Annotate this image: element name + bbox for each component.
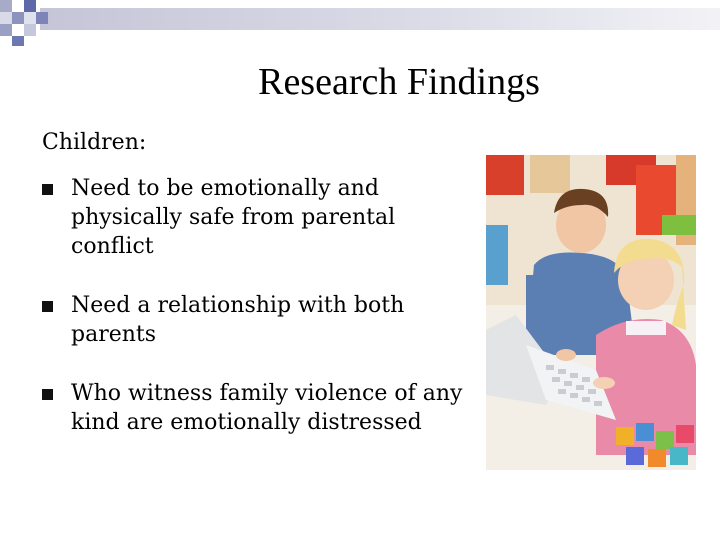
bullet-list [42,174,472,467]
list-item [42,379,472,437]
list-item [42,174,472,261]
bullet-text: Who witness family violence of any kind are emotionally distressed [71,381,463,435]
section-subheading: Children: [42,130,147,155]
slide-title: Research Findings [258,61,540,103]
list-item [42,291,472,349]
checker-squares-icon [0,0,48,46]
children-at-computer-photo [486,155,696,470]
decorative-header-band [0,0,720,48]
bullet-text: Need to be emotionally and physically safe from parental conflict [71,176,396,259]
square-bullet-icon [42,389,53,400]
bullet-text: Need a relationship with both parents [71,293,405,347]
square-bullet-icon [42,184,53,195]
square-bullet-icon [42,301,53,312]
